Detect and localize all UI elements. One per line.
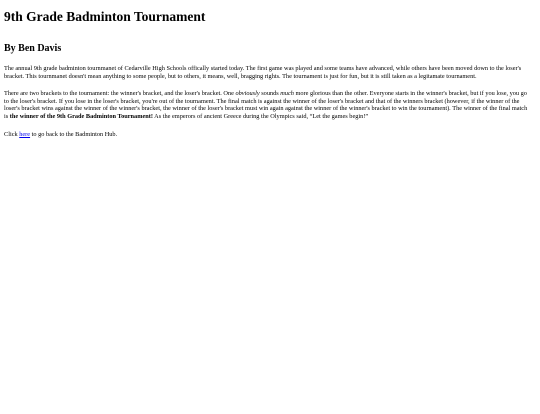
emphasis-much: much [280,90,294,98]
backlink-paragraph [4,131,530,139]
intro-paragraph: The annual 9th grade badminton tournmanet of Cedarville High Schools offically started today. The first game was played and some teams have advanced, while others have been moved down to the loser's bracket. This tournmanet doesn't mean anything to some people, but to others, it means, well, bragging rights. The tournament is just for fun, but it is still taken as a legitamate tournament. [4,65,522,80]
winner-statement: the winner of the 9th Grade Badminton Tournament! [9,112,153,120]
page-title: 9th Grade Badminton Tournament [4,9,206,24]
badminton-hub-link[interactable]: here [19,130,31,138]
brackets-text-4: As the emperors of ancient Greece during the Olympics said, “Let the games begin!” [152,112,369,120]
byline: By Ben Davis [4,43,62,54]
article [0,9,533,138]
brackets-paragraph [4,90,530,120]
backlink-prefix: Click [4,130,20,138]
brackets-text-3: more glorious than the other. Everyone starts in the winner's bracket, but if you lose, you go to the loser's bracket. If you lose in the loser's bracket, you're out of the tournament. The final match is against the winner of the loser's bracket and that of the winners bracket (however, if the winner of the loser's bracket wins against the winner of the winner's bracket, the winner of the loser's bracket must win again against the winner of the winner's bracket to win the tournament). The winner of the final match is [4,90,528,120]
brackets-text-1: There are two brackets to the tournament: the winner's bracket, and the loser's bracket. One [4,90,236,98]
backlink-suffix: to go back to the Badminton Hub. [30,130,118,138]
brackets-text-2: sounds [259,90,281,98]
emphasis-obviously: obviously [235,90,260,98]
